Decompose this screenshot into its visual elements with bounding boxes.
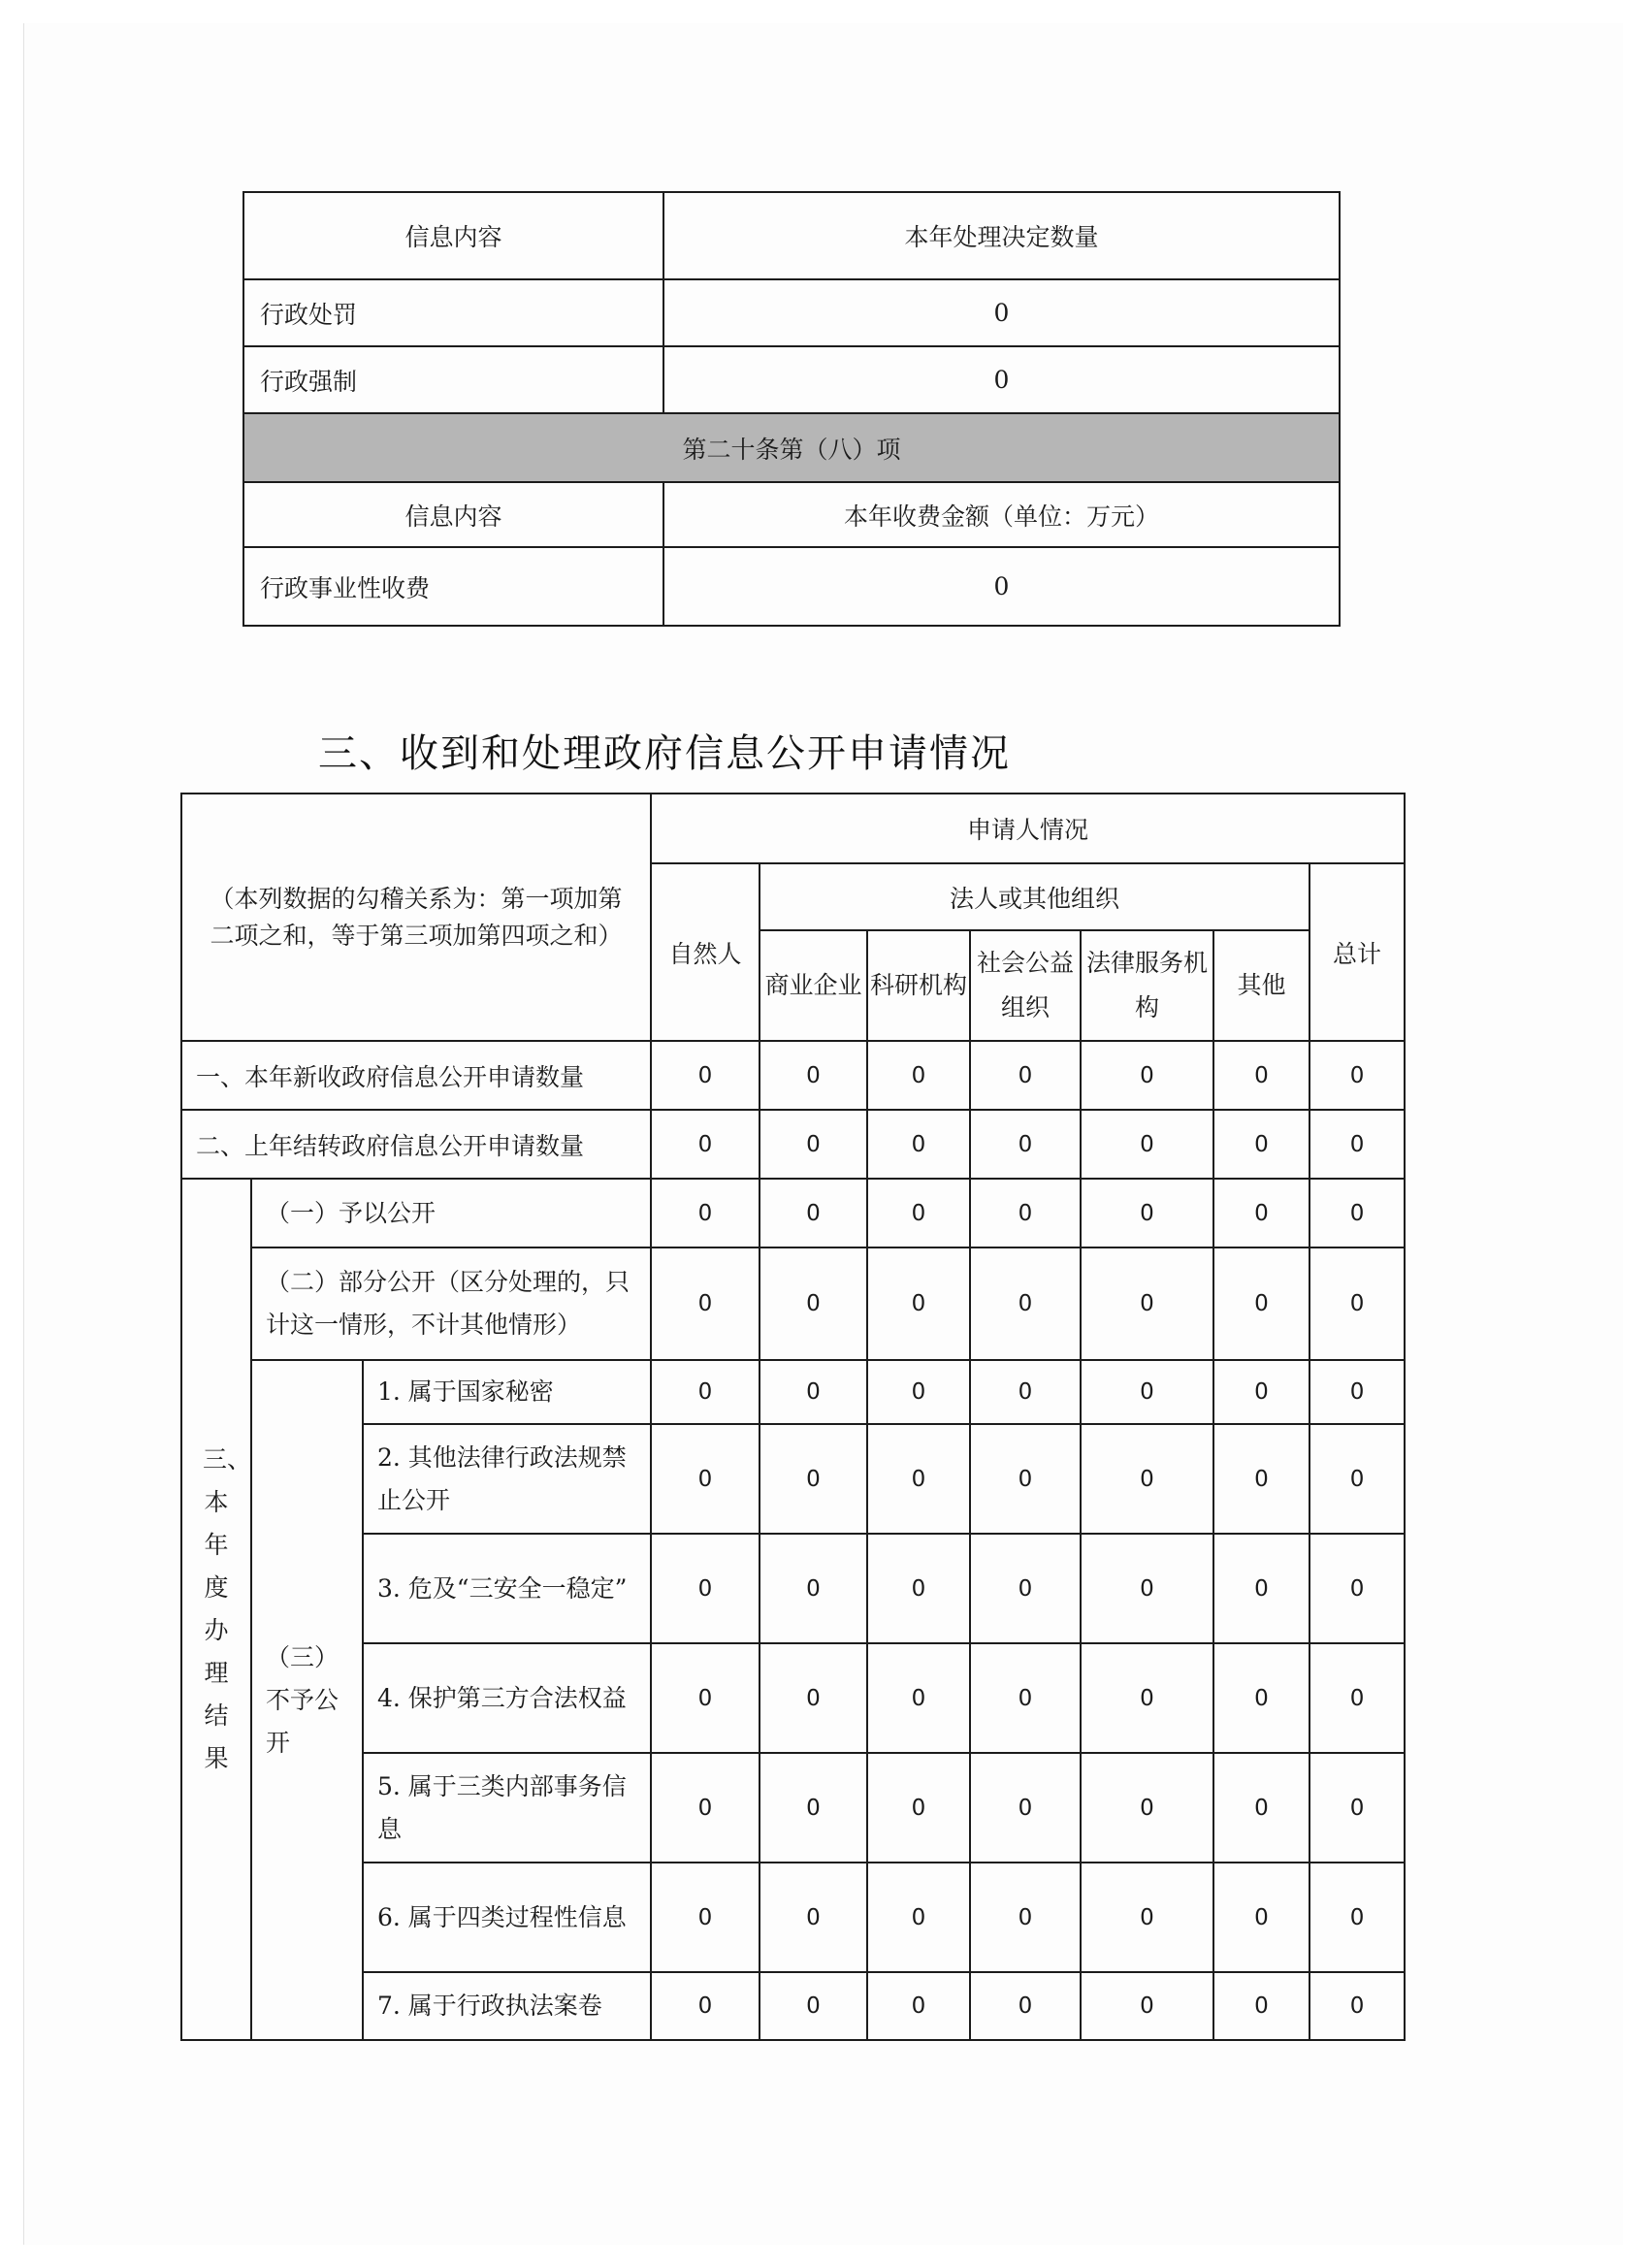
cell-value: 0 [1213,1360,1310,1424]
row-label: 二、上年结转政府信息公开申请数量 [181,1110,651,1179]
cell-value: 0 [651,1360,760,1424]
cell-value: 0 [1213,1110,1310,1179]
section-title-article-20-8: 第二十条第（八）项 [243,413,1340,482]
cell-value: 0 [1081,1643,1213,1753]
cell-value: 0 [760,1863,867,1972]
cell-value: 0 [970,1247,1081,1360]
cell-value: 0 [867,1753,970,1863]
col-public-welfare: 社会公益组织 [970,930,1081,1041]
row-label: （一）予以公开 [251,1179,651,1247]
cell-value: 0 [1310,1247,1405,1360]
cell-value: 0 [867,1110,970,1179]
cell-value: 0 [1081,1179,1213,1247]
reconciliation-note: （本列数据的勾稽关系为：第一项加第二项之和，等于第三项加第四项之和） [181,794,651,1041]
table-row [181,1360,1405,1424]
cell-value: 0 [1081,1534,1213,1643]
cell-value: 0 [970,1110,1081,1179]
cell-value: 0 [1310,1863,1405,1972]
cell-value: 0 [760,1643,867,1753]
cell-value: 0 [651,1753,760,1863]
cell-value: 0 [651,1972,760,2040]
cell-value: 0 [1081,1753,1213,1863]
table-row [181,1972,1405,2040]
natural-person-header: 自然人 [651,863,760,1041]
header-decision-count: 本年处理决定数量 [663,192,1340,279]
table-row [181,1247,1405,1360]
cell-value: 0 [1081,1041,1213,1110]
cell-value: 0 [1213,1041,1310,1110]
cell-value: 0 [1213,1753,1310,1863]
cell-value: 0 [1310,1534,1405,1643]
cell-value: 0 [1213,1534,1310,1643]
cell-value: 0 [1310,1360,1405,1424]
cell-value: 0 [867,1643,970,1753]
cell-value: 0 [970,1534,1081,1643]
cell-value: 0 [651,1424,760,1534]
row-label: 7. 属于行政执法案卷 [363,1972,651,2040]
cell-value: 0 [651,1247,760,1360]
cell-value: 0 [760,1972,867,2040]
row-label: 4. 保护第三方合法权益 [363,1643,651,1753]
total-header: 总计 [1310,863,1405,1041]
cell-value: 0 [867,1972,970,2040]
header-info-content: 信息内容 [243,482,663,547]
cell-value: 0 [1310,1110,1405,1179]
cell-value: 0 [1213,1863,1310,1972]
table-row [181,1534,1405,1643]
row-label: （二）部分公开（区分处理的，只计这一情形，不计其他情形） [251,1247,651,1360]
row-label: 1. 属于国家秘密 [363,1360,651,1424]
cell-value: 0 [970,1972,1081,2040]
cell-value: 0 [1310,1972,1405,2040]
sub3-label: （三）不予公开 [251,1360,363,2040]
cell-value: 0 [1081,1360,1213,1424]
cell-value: 0 [760,1360,867,1424]
cell-value: 0 [1081,1863,1213,1972]
cell-value: 0 [970,1179,1081,1247]
row-label: 行政事业性收费 [243,547,663,626]
cell-value: 0 [970,1863,1081,1972]
cell-value: 0 [1213,1247,1310,1360]
cell-value: 0 [970,1753,1081,1863]
header-fee-amount: 本年收费金额（单位：万元） [663,482,1340,547]
cell-value: 0 [1213,1179,1310,1247]
cell-value: 0 [1213,1424,1310,1534]
col-research: 科研机构 [867,930,970,1041]
cell-value: 0 [760,1753,867,1863]
col-other: 其他 [1213,930,1310,1041]
row-label: 2. 其他法律行政法规禁止公开 [363,1424,651,1534]
table-row [181,1753,1405,1863]
legal-entity-header: 法人或其他组织 [760,863,1310,930]
decision-table [242,191,1341,627]
cell-value: 0 [1213,1643,1310,1753]
table-row [181,1041,1405,1110]
table-row [181,1424,1405,1534]
table-row [181,1179,1405,1247]
cell-value: 0 [867,1424,970,1534]
row-label: 行政处罚 [243,279,663,346]
header-info-content: 信息内容 [243,192,663,279]
cell-value: 0 [970,1360,1081,1424]
cell-value: 0 [1081,1247,1213,1360]
cell-value: 0 [1081,1424,1213,1534]
section-heading: 三、收到和处理政府信息公开申请情况 [318,731,1011,776]
cell-value: 0 [867,1863,970,1972]
cell-value: 0 [1310,1179,1405,1247]
cell-value: 0 [760,1247,867,1360]
col-legal-service: 法律服务机构 [1081,930,1213,1041]
table-row [181,1643,1405,1753]
cell-value: 0 [867,1041,970,1110]
cell-value: 0 [760,1534,867,1643]
row-value: 0 [663,279,1340,346]
table-row [181,1863,1405,1972]
cell-value: 0 [1081,1972,1213,2040]
cell-value: 0 [1310,1424,1405,1534]
cell-value: 0 [1213,1972,1310,2040]
section3-label-text: 三、本年度办理结果 [203,1445,252,1772]
section3-label [181,1179,251,2040]
row-value: 0 [663,547,1340,626]
applicant-header: 申请人情况 [651,794,1405,863]
cell-value: 0 [867,1534,970,1643]
cell-value: 0 [651,1534,760,1643]
cell-value: 0 [1310,1041,1405,1110]
cell-value: 0 [1310,1643,1405,1753]
table-row [181,1110,1405,1179]
cell-value: 0 [867,1360,970,1424]
application-table [180,793,1406,2041]
cell-value: 0 [760,1041,867,1110]
col-commercial: 商业企业 [760,930,867,1041]
cell-value: 0 [1310,1753,1405,1863]
cell-value: 0 [760,1179,867,1247]
cell-value: 0 [1081,1110,1213,1179]
cell-value: 0 [970,1643,1081,1753]
row-label: 3. 危及“三安全一稳定” [363,1534,651,1643]
cell-value: 0 [970,1424,1081,1534]
row-label: 行政强制 [243,346,663,413]
row-label: 一、本年新收政府信息公开申请数量 [181,1041,651,1110]
cell-value: 0 [651,1643,760,1753]
row-label: 5. 属于三类内部事务信息 [363,1753,651,1863]
row-label: 6. 属于四类过程性信息 [363,1863,651,1972]
cell-value: 0 [651,1179,760,1247]
row-value: 0 [663,346,1340,413]
cell-value: 0 [651,1863,760,1972]
cell-value: 0 [651,1041,760,1110]
cell-value: 0 [867,1247,970,1360]
cell-value: 0 [867,1179,970,1247]
cell-value: 0 [651,1110,760,1179]
cell-value: 0 [970,1041,1081,1110]
cell-value: 0 [760,1424,867,1534]
cell-value: 0 [760,1110,867,1179]
